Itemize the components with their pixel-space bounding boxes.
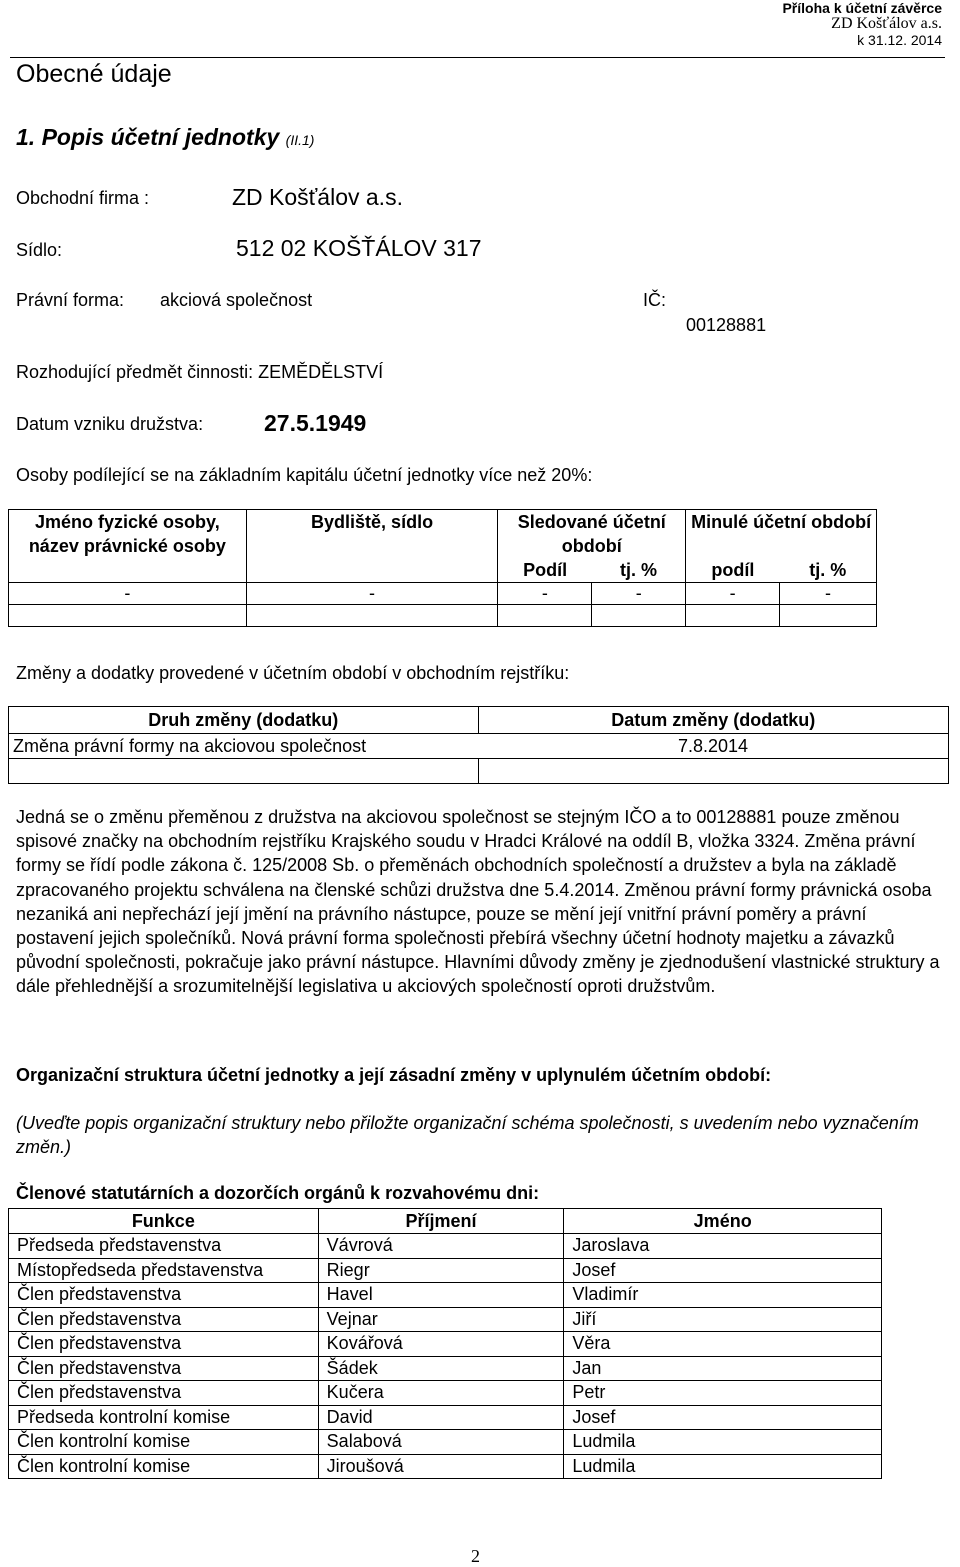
member-function-cell: Předseda představenstva xyxy=(9,1234,319,1259)
activity-label-text: Rozhodující předmět činnosti: xyxy=(16,362,254,382)
col-function-header: Funkce xyxy=(9,1209,319,1234)
header-line-2: ZD Košťálov a.s. xyxy=(831,15,942,32)
table-cell: - xyxy=(246,583,498,605)
table-cell: - xyxy=(592,583,686,605)
col-type-header: Druh změny (dodatku) xyxy=(9,707,479,734)
member-name-cell: Josef xyxy=(564,1405,882,1430)
firm-label: Obchodní firma : xyxy=(16,188,150,208)
changes-heading: Změny a dodatky provedené v účetním období v obchodním rejstříku: xyxy=(16,663,570,683)
org-note: (Uveďte popis organizační struktury nebo přiložte organizační schéma společnosti, s uvedením nebo vyznačením změn.) xyxy=(16,1113,919,1157)
sub-pct-1: tj. % xyxy=(592,558,686,583)
member-surname-cell: Kučera xyxy=(318,1381,564,1406)
table-cell: - xyxy=(686,583,780,605)
table-cell: - xyxy=(9,583,247,605)
members-table xyxy=(8,1208,882,1479)
member-surname-cell: Vávrová xyxy=(318,1234,564,1259)
table-row xyxy=(9,1258,882,1283)
member-surname-cell: Šádek xyxy=(318,1356,564,1381)
members-heading: Členové statutárních a dozorčích orgánů k rozvahovému dni: xyxy=(16,1183,540,1203)
section-heading-text: 1. Popis účetní jednotky xyxy=(16,124,280,150)
shareholders-heading: Osoby podílející se na základním kapitálu účetní jednotky více než 20%: xyxy=(16,465,593,485)
col-name-header: Jméno xyxy=(564,1209,882,1234)
founded-label: Datum vzniku družstva: xyxy=(16,414,204,434)
member-surname-cell: Jiroušová xyxy=(318,1454,564,1479)
member-name-cell: Jiří xyxy=(564,1307,882,1332)
member-name-cell: Petr xyxy=(564,1381,882,1406)
change-description: Jedná se o změnu přeměnou z družstva na akciovou společnost se stejným IČO a to 00128881 pouze změnou spisové značky na obchodním rejstříku Krajského soudu v Hradci Králové na oddíl B, vložka 3324. Změna právní formy se řídí podle zákona č. 125/2008 Sb. o přeměnách obchodních společností a družstev a byla na základě zpracovaného projektu schválena na členské schůzi družstva dne 5.4.2014. Změnou právní formy právnická osoba nezaniká ani nepřechází její jmění na právního nástupce, pouze se mění její vnitřní právní poměry a právní postavení jejich společníků. Nová právní forma společnosti přebírá všechny účetní hodnoty majetku a závazků původní společnosti, pokračuje jako právní nástupce. Hlavními důvody změny je zjednodušení vlastnické struktury a dále přehlednější a srozumitelnější legislativa u akciových společností oproti družstvům. xyxy=(16,807,940,997)
member-function-cell: Předseda kontrolní komise xyxy=(9,1405,319,1430)
change-type-cell: Změna právní formy na akciovou společnost xyxy=(9,734,479,759)
col-prior-header: Minulé účetní období xyxy=(686,510,877,559)
activity-value: ZEMĚDĚLSTVÍ xyxy=(258,362,384,382)
table-row xyxy=(9,734,949,759)
table-cell xyxy=(592,605,686,627)
section-heading-ref: (II.1) xyxy=(285,132,315,148)
activity-label xyxy=(16,362,383,383)
member-name-cell: Věra xyxy=(564,1332,882,1357)
table-cell xyxy=(246,605,498,627)
table-cell xyxy=(478,759,949,784)
col-surname-header: Příjmení xyxy=(318,1209,564,1234)
header-line-3: k 31.12. 2014 xyxy=(857,32,942,48)
table-cell: - xyxy=(780,583,877,605)
table-row xyxy=(9,583,877,605)
sub-pct-2: tj. % xyxy=(780,558,877,583)
member-name-cell: Ludmila xyxy=(564,1430,882,1455)
table-cell: - xyxy=(498,583,592,605)
col-seat-header: Bydliště, sídlo xyxy=(246,510,498,583)
member-name-cell: Jaroslava xyxy=(564,1234,882,1259)
member-name-cell: Vladimír xyxy=(564,1283,882,1308)
firm-value: ZD Košťálov a.s. xyxy=(232,184,403,210)
member-function-cell: Člen představenstva xyxy=(9,1332,319,1357)
member-surname-cell: David xyxy=(318,1405,564,1430)
page-title: Obecné údaje xyxy=(16,60,172,88)
member-function-cell: Člen kontrolní komise xyxy=(9,1430,319,1455)
table-cell xyxy=(780,605,877,627)
members-body xyxy=(9,1234,882,1479)
table-row xyxy=(9,1381,882,1406)
sub-share-2: podíl xyxy=(686,558,780,583)
table-cell xyxy=(498,605,592,627)
member-surname-cell: Kovářová xyxy=(318,1332,564,1357)
table-cell xyxy=(9,605,247,627)
member-name-cell: Jan xyxy=(564,1356,882,1381)
table-row xyxy=(9,1234,882,1259)
table-row xyxy=(9,1430,882,1455)
table-cell xyxy=(686,605,780,627)
section-heading xyxy=(16,124,314,151)
changes-header-row xyxy=(9,707,949,734)
member-surname-cell: Riegr xyxy=(318,1258,564,1283)
founded-value: 27.5.1949 xyxy=(264,410,367,436)
member-function-cell: Člen představenstva xyxy=(9,1283,319,1308)
shareholders-header-row xyxy=(9,510,877,559)
member-surname-cell: Salabová xyxy=(318,1430,564,1455)
member-surname-cell: Havel xyxy=(318,1283,564,1308)
change-date-cell: 7.8.2014 xyxy=(478,734,949,759)
member-function-cell: Člen představenstva xyxy=(9,1381,319,1406)
table-row-empty xyxy=(9,605,877,627)
header-divider xyxy=(10,57,945,58)
member-name-cell: Ludmila xyxy=(564,1454,882,1479)
member-function-cell: Člen kontrolní komise xyxy=(9,1454,319,1479)
member-function-cell: Člen představenstva xyxy=(9,1307,319,1332)
col-date-header: Datum změny (dodatku) xyxy=(478,707,949,734)
ic-label: IČ: xyxy=(643,290,667,310)
shareholders-table xyxy=(8,509,877,627)
table-row xyxy=(9,1332,882,1357)
header-block xyxy=(782,0,942,48)
legal-value: akciová společnost xyxy=(160,290,313,310)
table-row xyxy=(9,1307,882,1332)
table-row xyxy=(9,1405,882,1430)
members-header-row xyxy=(9,1209,882,1234)
seat-label: Sídlo: xyxy=(16,240,63,260)
page-number: 2 xyxy=(471,1546,480,1566)
table-row xyxy=(9,1356,882,1381)
col-name-header: Jméno fyzické osoby, název právnické osoby xyxy=(9,510,247,583)
member-name-cell: Josef xyxy=(564,1258,882,1283)
member-function-cell: Člen představenstva xyxy=(9,1356,319,1381)
table-cell xyxy=(9,759,479,784)
table-row-empty xyxy=(9,759,949,784)
ic-value: 00128881 xyxy=(686,315,767,335)
table-row xyxy=(9,1283,882,1308)
legal-label: Právní forma: xyxy=(16,290,125,310)
member-function-cell: Místopředseda představenstva xyxy=(9,1258,319,1283)
col-current-header: Sledované účetní období xyxy=(498,510,686,559)
org-heading: Organizační struktura účetní jednotky a její zásadní změny v uplynulém účetním období: xyxy=(16,1065,772,1085)
changes-table xyxy=(8,706,949,784)
header-line-1: Příloha k účetní závěrce xyxy=(782,0,942,16)
sub-share-1: Podíl xyxy=(498,558,592,583)
member-surname-cell: Vejnar xyxy=(318,1307,564,1332)
seat-value: 512 02 KOŠŤÁLOV 317 xyxy=(236,235,482,261)
table-row xyxy=(9,1454,882,1479)
